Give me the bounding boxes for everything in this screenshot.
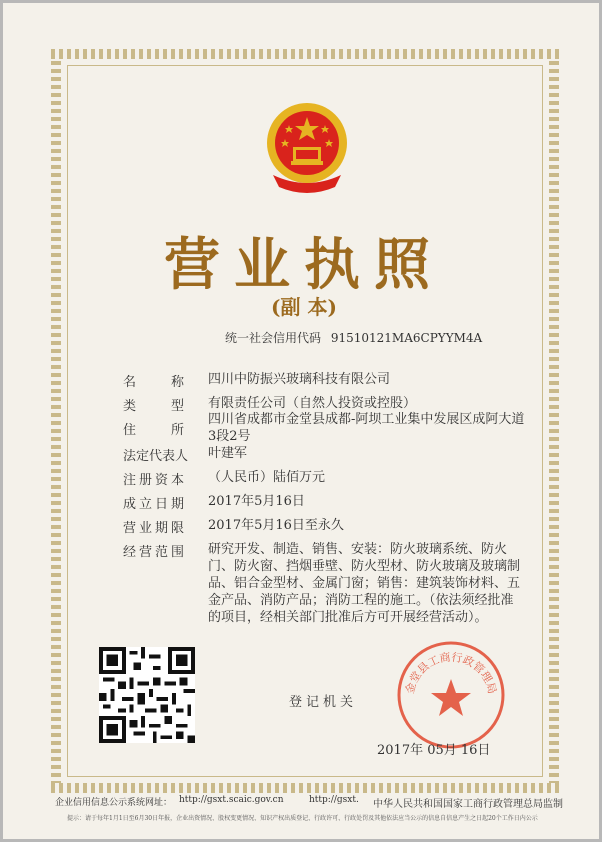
national-emblem-icon [265, 95, 349, 199]
field-value-name: 四川中防振兴玻璃科技有限公司 [208, 372, 391, 387]
field-label-name: 名 称 [123, 375, 188, 390]
field-label-established: 成立日期 [123, 497, 188, 512]
field-label-type: 类 型 [123, 399, 188, 414]
footer-authority: 中华人民共和国国家工商行政管理总局监制 [373, 799, 563, 810]
footer-url-2[interactable]: http://gsxt. [309, 795, 359, 805]
footer-url-1[interactable]: http://gsxt.scaic.gov.cn [179, 795, 284, 805]
field-value-address: 四川省成都市金堂县成都-阿坝工业集中发展区成阿大道3段2号 [208, 412, 525, 444]
field-value-scope: 研究开发、制造、销售、安装：防火玻璃系统、防火门、防火窗、挡烟垂壁、防火型材、防火玻璃及玻璃制品、铝合金型材、金属门窗；销售：建筑装饰材料、五金产品、消防产品；消防工程的施工。（依法须经批准的项目，经相关部门批准后方可开展经营活动）。 [208, 542, 521, 625]
document-subtitle: (副 本) [271, 295, 337, 319]
qr-code-icon [99, 647, 195, 743]
field-label-scope: 经营范围 [123, 545, 188, 560]
field-label-capital: 注册资本 [123, 473, 188, 488]
field-label-address: 住 所 [123, 423, 188, 438]
field-value-established: 2017年5月16日 [208, 494, 305, 509]
field-value-type: 有限责任公司（自然人投资或控股） [208, 396, 417, 411]
credit-code-value: 91510121MA6CPYYM4A [330, 331, 483, 345]
registration-date: 2017年 05月 16日 [377, 743, 491, 758]
registration-authority-label: 登记机关 [289, 695, 358, 710]
official-seal-stamp [395, 639, 507, 751]
credit-code-label: 统一社会信用代码 [225, 331, 322, 345]
field-label-term: 营业期限 [123, 521, 188, 536]
footer-system-label: 企业信用信息公示系统网址： [55, 798, 173, 808]
field-value-legal-rep: 叶建军 [208, 446, 248, 461]
credit-code-line [225, 329, 482, 346]
field-label-legal-rep: 法定代表人 [123, 449, 189, 464]
footer-note: 提示：请于每年1月1日至6月30日年报，企业出资情况、股权变更情况、知识产权出质登记、行政许可、行政处罚及其他依法应当公示的信息自信息产生之日起20个工作日内公示 [67, 815, 538, 822]
document-title: 营业执照 [164, 232, 444, 298]
field-value-term: 2017年5月16日至永久 [208, 518, 344, 533]
svg-text:金堂县工商行政管理局: 金堂县工商行政管理局 [403, 650, 499, 696]
field-value-capital: （人民币）陆佰万元 [208, 470, 326, 485]
